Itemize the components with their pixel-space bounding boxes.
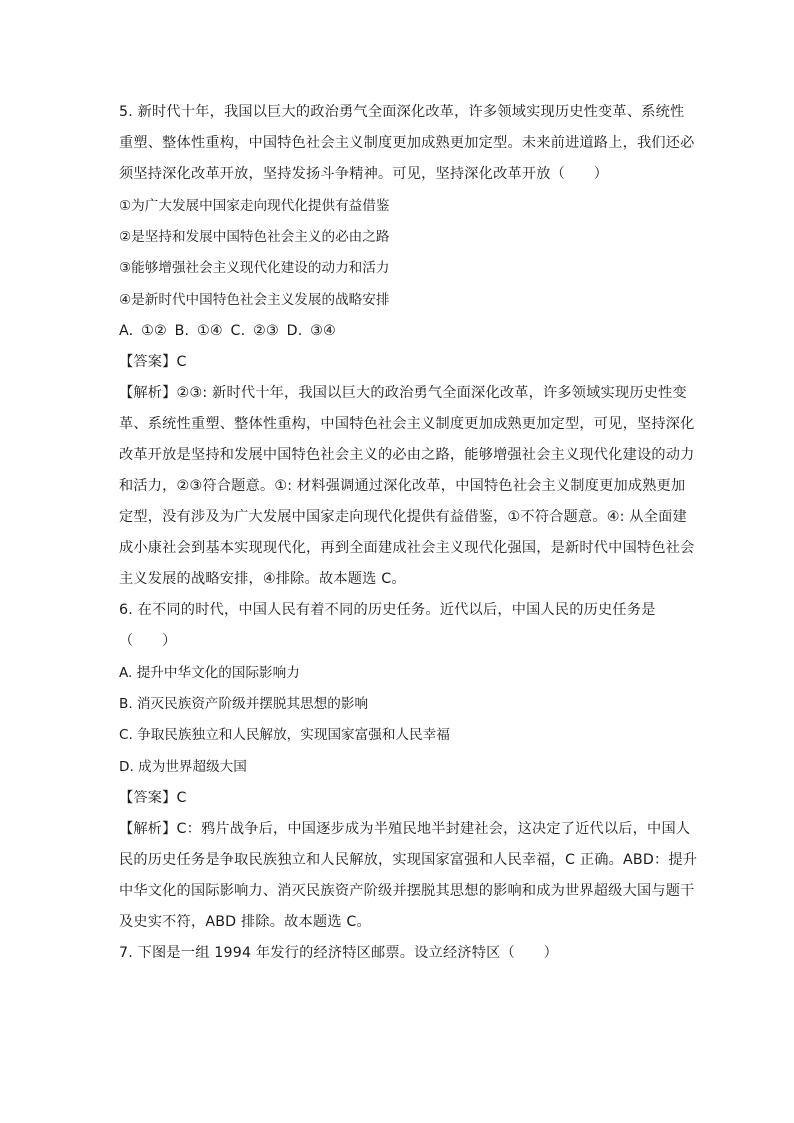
q6-stem-line-2: （ ） (119, 633, 177, 649)
q5-stem-line-3: 须坚持深化改革开放，坚持发扬斗争精神。可见，坚持深化改革开放（ ） (119, 166, 609, 182)
q6-option-c: C. 争取民族独立和人民解放，实现国家富强和人民幸福 (119, 727, 450, 743)
q6-option-a: A. 提升中华文化的国际影响力 (119, 665, 300, 681)
q7-stem: 7. 下图是一组 1994 年发行的经济特区邮票。设立经济特区（ ） (119, 945, 559, 961)
q5-stem-line-1: 5. 新时代十年，我国以巨大的政治勇气全面深化改革，许多领域实现历史性变革、系统性 (119, 104, 685, 120)
q5-item-4: ④是新时代中国特色社会主义发展的战略安排 (119, 292, 390, 308)
q5-analysis-line-1: 【解析】②③: 新时代十年，我国以巨大的政治勇气全面深化改革，许多领域实现历史性变 (119, 385, 687, 401)
q5-analysis-line-3: 改革开放是坚持和发展中国特色社会主义的必由之路，能够增强社会主义现代化建设的动力 (119, 447, 695, 463)
q5-stem-line-2: 重塑、整体性重构，中国特色社会主义制度更加成熟更加定型。未来前进道路上，我们还必 (119, 135, 695, 151)
q5-analysis-line-2: 革、系统性重塑、整体性重构，中国特色社会主义制度更加成熟更加定型，可见，坚持深化 (119, 416, 695, 432)
q6-option-d: D. 成为世界超级大国 (119, 759, 247, 775)
q5-analysis-line-4: 和活力，②③符合题意。①: 材料强调通过深化改革，中国特色社会主义制度更加成熟更加 (119, 478, 686, 494)
q5-options: A. ①② B. ①④ C. ②③ D. ③④ (119, 323, 336, 339)
q6-analysis-line-3: 中华文化的国际影响力、消灭民族资产阶级并摆脱其思想的影响和成为世界超级大国与题干 (119, 883, 695, 899)
q6-analysis-line-4: 及史实不符，ABD 排除。故本题选 C。 (119, 914, 371, 930)
q6-stem-line-1: 6. 在不同的时代，中国人民有着不同的历史任务。近代以后，中国人民的历史任务是 (119, 602, 656, 618)
q6-analysis-line-2: 民的历史任务是争取民族独立和人民解放，实现国家富强和人民幸福，C 正确。ABD：提升 (119, 852, 698, 868)
q5-analysis-line-5: 定型，没有涉及为广大发展中国家走向现代化提供有益借鉴，①不符合题意。④: 从全面建 (119, 509, 687, 525)
q6-answer: 【答案】C (119, 790, 187, 806)
q5-item-2: ②是坚持和发展中国特色社会主义的必由之路 (119, 229, 390, 245)
q5-answer: 【答案】C (119, 354, 187, 370)
q5-analysis-line-6: 成小康社会到基本实现现代化，再到全面建成社会主义现代化强国，是新时代中国特色社会 (119, 540, 695, 556)
q5-analysis-line-7: 主义发展的战略安排，④排除。故本题选 C。 (119, 571, 406, 587)
q5-item-3: ③能够增强社会主义现代化建设的动力和活力 (119, 260, 390, 276)
q6-analysis-line-1: 【解析】C：鸦片战争后，中国逐步成为半殖民地半封建社会，这决定了近代以后，中国人 (119, 821, 691, 837)
q6-option-b: B. 消灭民族资产阶级并摆脱其思想的影响 (119, 696, 369, 712)
q5-item-1: ①为广大发展中国家走向现代化提供有益借鉴 (119, 198, 390, 214)
